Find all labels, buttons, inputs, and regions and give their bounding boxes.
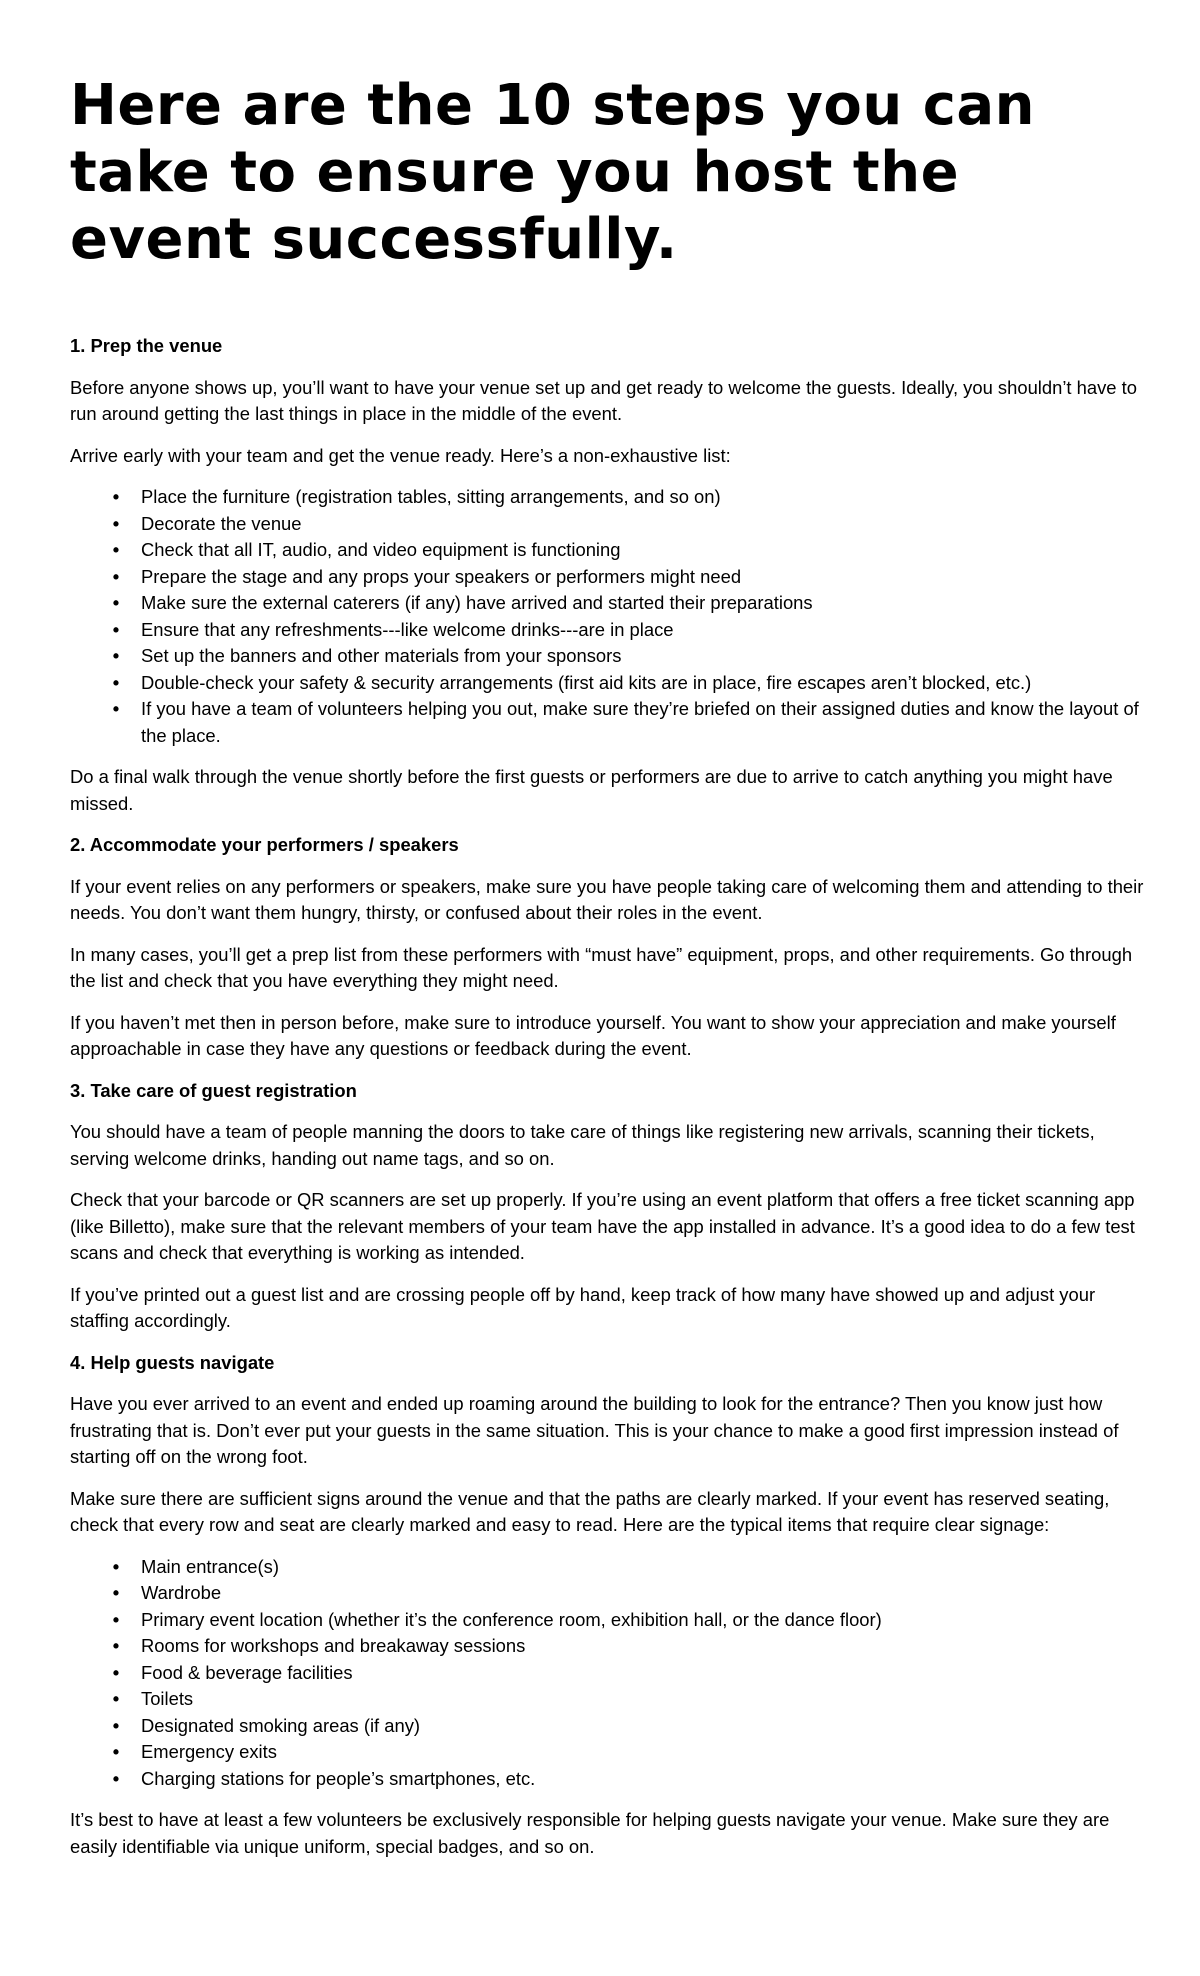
list-item xyxy=(70,1554,1145,1581)
list-item-text: Ensure that any refreshments---like welcome drinks---are in place xyxy=(141,618,674,640)
bullet-icon: • xyxy=(112,1582,120,1603)
bullet-icon: • xyxy=(112,671,120,693)
list-item xyxy=(70,617,1145,644)
section-heading: 3. Take care of guest registration xyxy=(70,1079,357,1101)
list-item-text: Check that all IT, audio, and video equipment is functioning xyxy=(141,539,621,560)
bullet-icon: • xyxy=(112,1555,120,1577)
list-item xyxy=(70,1766,1145,1793)
paragraph: Make sure there are sufficient signs around the venue and that the paths are clearly marked. If your event has reserved seating, check that every row and seat are clearly marked and easy to read. Here are the typical items that require clear signage: xyxy=(70,1487,1110,1535)
list-item-text: Place the furniture (registration tables, sitting arrangements, and so on) xyxy=(141,486,721,507)
document-page xyxy=(70,60,1145,1875)
bullet-icon: • xyxy=(112,1635,120,1656)
list-item-text: Make sure the external caterers (if any) have arrived and started their preparations xyxy=(141,592,813,613)
list-item xyxy=(70,564,1145,591)
list-item xyxy=(70,537,1145,564)
bullet-icon: • xyxy=(112,1767,120,1789)
bullet-icon: • xyxy=(112,698,120,719)
list-item-text: Double-check your safety & security arrangements (first aid kits are in place, fire escapes aren’t blocked, etc.) xyxy=(141,671,1032,693)
list-item-text: Prepare the stage and any props your speakers or performers might need xyxy=(141,565,742,587)
list-item-text: Food & beverage facilities xyxy=(141,1661,353,1683)
bullet-icon: • xyxy=(112,565,120,587)
list-item xyxy=(70,1607,1145,1634)
list-item-text: Wardrobe xyxy=(141,1582,222,1603)
bullet-list xyxy=(70,1554,1145,1793)
list-item-text: Toilets xyxy=(141,1688,194,1709)
paragraph: Do a final walk through the venue shortly before the first guests or performers are due to arrive to catch anything you might have missed. xyxy=(70,766,1113,814)
list-item xyxy=(70,670,1145,697)
paragraph: Before anyone shows up, you’ll want to have your venue set up and get ready to welcome the guests. Ideally, you shouldn’t have to run around getting the last things in place in the middle of the event. xyxy=(70,376,1137,424)
bullet-icon: • xyxy=(112,539,120,560)
list-item-text: Emergency exits xyxy=(141,1741,277,1762)
paragraph: If you haven’t met then in person before, make sure to introduce yourself. You want to show your appreciation and make yourself approachable in case they have any questions or feedback during the event. xyxy=(70,1011,1116,1059)
section-heading: 4. Help guests navigate xyxy=(70,1351,275,1373)
list-item xyxy=(70,1580,1145,1607)
bullet-icon: • xyxy=(112,1741,120,1762)
section-heading: 2. Accommodate your performers / speakers xyxy=(70,834,459,855)
document-body xyxy=(70,333,1145,1860)
paragraph: Check that your barcode or QR scanners are set up properly. If you’re using an event platform that offers a free ticket scanning app (like Billetto), make sure that the relevant members of your team have the app installed in advance. It’s a good idea to do a few test scans and check that everything is working as intended. xyxy=(70,1189,1135,1263)
paragraph: You should have a team of people manning the doors to take care of things like registering new arrivals, scanning their tickets, serving welcome drinks, handing out name tags, and so on. xyxy=(70,1121,1095,1169)
paragraph: It’s best to have at least a few volunteers be exclusively responsible for helping guests navigate your venue. Make sure they are easily identifiable via unique uniform, special badges, and so on. xyxy=(70,1809,1110,1857)
list-item xyxy=(70,1713,1145,1740)
list-item xyxy=(70,1660,1145,1687)
bullet-icon: • xyxy=(112,618,120,640)
bullet-icon: • xyxy=(112,645,120,666)
bullet-icon: • xyxy=(112,592,120,613)
bullet-icon: • xyxy=(112,1661,120,1683)
list-item xyxy=(70,643,1145,670)
paragraph: If your event relies on any performers or speakers, make sure you have people taking care of welcoming them and attending to their needs. You don’t want them hungry, thirsty, or confused about their roles in the event. xyxy=(70,875,1144,923)
bullet-icon: • xyxy=(112,512,120,534)
bullet-icon: • xyxy=(112,486,120,507)
list-item-text: Designated smoking areas (if any) xyxy=(141,1714,421,1736)
list-item-text: Set up the banners and other materials from your sponsors xyxy=(141,645,622,666)
section-heading: 1. Prep the venue xyxy=(70,335,223,356)
list-item-text: Decorate the venue xyxy=(141,512,302,534)
list-item xyxy=(70,511,1145,538)
paragraph: If you’ve printed out a guest list and are crossing people off by hand, keep track of how many have showed up and adjust your staffing accordingly. xyxy=(70,1283,1096,1331)
paragraph: Have you ever arrived to an event and ended up roaming around the building to look for the entrance? Then you know just how frustrating that is. Don’t ever put your guests in the same situation. This is your chance to make a good first impression instead of starting off on the wrong foot. xyxy=(70,1393,1119,1467)
list-item xyxy=(70,1633,1145,1660)
paragraph: Arrive early with your team and get the venue ready. Here’s a non-exhaustive list: xyxy=(70,444,731,466)
list-item-text: If you have a team of volunteers helping you out, make sure they’re briefed on their assigned duties and know the layout of the place. xyxy=(141,698,1139,746)
bullet-icon: • xyxy=(112,1608,120,1630)
list-item-text: Main entrance(s) xyxy=(141,1555,279,1577)
list-item-text: Charging stations for people’s smartphones, etc. xyxy=(141,1767,536,1789)
list-item-text: Primary event location (whether it’s the conference room, exhibition hall, or the dance floor) xyxy=(141,1608,882,1630)
bullet-icon: • xyxy=(112,1688,120,1709)
bullet-icon: • xyxy=(112,1714,120,1736)
list-item xyxy=(70,1686,1145,1713)
list-item xyxy=(70,590,1145,617)
list-item xyxy=(70,696,1145,749)
list-item xyxy=(70,1739,1145,1766)
list-item xyxy=(70,484,1145,511)
page-title: Here are the 10 steps you can take to ensure you host the event successfully. xyxy=(70,73,1036,272)
bullet-list xyxy=(70,484,1145,749)
list-item-text: Rooms for workshops and breakaway sessions xyxy=(141,1635,526,1656)
paragraph: In many cases, you’ll get a prep list from these performers with “must have” equipment, props, and other requirements. Go through the list and check that you have everything they might need. xyxy=(70,943,1133,991)
